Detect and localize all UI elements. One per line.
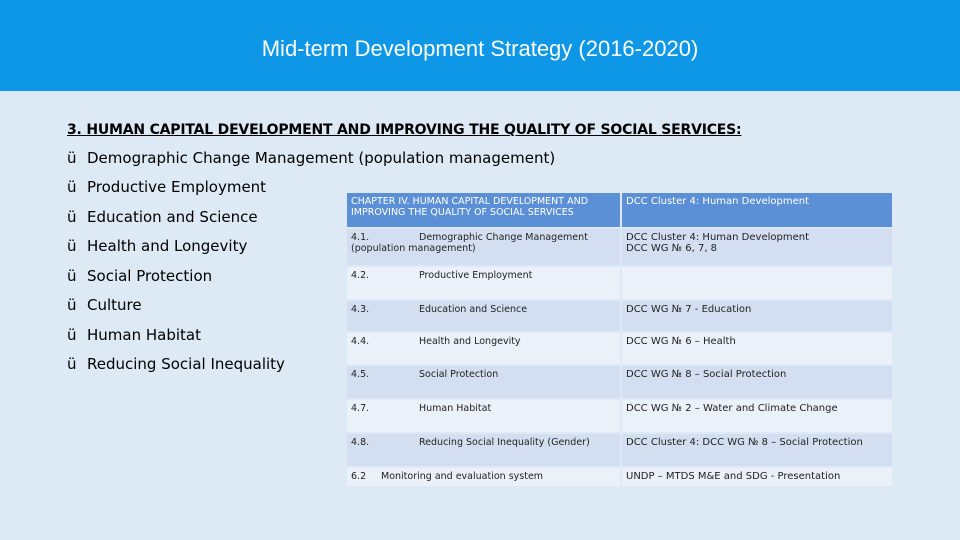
row-number: 4.8. [351, 437, 370, 448]
checklist-item-label: Health and Longevity [87, 237, 248, 255]
table-cell-chapter [347, 267, 620, 299]
strategy-table [345, 191, 894, 488]
table-cell-chapter [347, 366, 620, 398]
check-icon: ü [67, 237, 77, 255]
table-cell-cluster: DCC WG № 7 - Education [622, 301, 892, 331]
table-row [347, 229, 892, 265]
table-cell-chapter [347, 229, 620, 265]
check-icon: ü [67, 208, 77, 226]
table-header-chapter: CHAPTER IV. HUMAN CAPITAL DEVELOPMENT AND IMPROVING THE QUALITY OF SOCIAL SERVICES [347, 193, 620, 227]
checklist-item-label: Culture [87, 296, 142, 314]
row-number: 4.7. [351, 403, 370, 414]
table-row [347, 267, 892, 299]
check-icon: ü [67, 178, 77, 196]
row-cluster: DCC Cluster 4: Human Development [626, 232, 809, 243]
table-cell-cluster: DCC WG № 8 – Social Protection [622, 366, 892, 398]
row-number: 4.2. [351, 270, 370, 281]
row-cluster-continued: DCC WG № 6, 7, 8 [626, 243, 718, 254]
table-cell-chapter [347, 468, 620, 486]
checklist-item [67, 237, 247, 255]
table-row [347, 333, 892, 364]
slide-title: Mid-term Development Strategy (2016-2020) [261, 36, 699, 61]
row-number: 6.2 [351, 471, 367, 482]
table-cell-cluster: DCC WG № 2 – Water and Climate Change [622, 400, 892, 432]
check-icon: ü [67, 355, 77, 373]
row-text: Monitoring and evaluation system [381, 471, 544, 482]
checklist-item-label: Demographic Change Management (population management) [87, 149, 556, 167]
check-icon: ü [67, 326, 77, 344]
table-cell-chapter [347, 400, 620, 432]
row-number: 4.1. [351, 232, 370, 243]
section-heading: 3. HUMAN CAPITAL DEVELOPMENT AND IMPROVING THE QUALITY OF SOCIAL SERVICES: [67, 122, 742, 138]
table-cell-chapter [347, 301, 620, 331]
row-text: Education and Science [419, 304, 528, 315]
table-row [347, 468, 892, 486]
checklist-item [67, 296, 142, 314]
row-text: Reducing Social Inequality (Gender) [419, 437, 590, 448]
checklist-item [67, 326, 201, 344]
table-cell-chapter [347, 333, 620, 364]
row-text: Health and Longevity [419, 336, 521, 347]
checklist-item [67, 355, 285, 373]
check-icon: ü [67, 296, 77, 314]
row-text: Social Protection [419, 369, 499, 380]
checklist-item [67, 208, 258, 226]
table-cell-cluster: DCC WG № 6 – Health [622, 333, 892, 364]
table-row [347, 434, 892, 466]
table-cell-cluster [622, 267, 892, 299]
row-number: 4.5. [351, 369, 370, 380]
table-header-row [347, 193, 892, 227]
row-number: 4.4. [351, 336, 370, 347]
checklist-item [67, 149, 555, 167]
checklist-item [67, 178, 266, 196]
table-cell-chapter [347, 434, 620, 466]
check-icon: ü [67, 267, 77, 285]
row-text-continued: (population management) [351, 243, 476, 254]
checklist-item-label: Reducing Social Inequality [87, 355, 285, 373]
row-text: Productive Employment [419, 270, 533, 281]
table-header-cluster: DCC Cluster 4: Human Development [622, 193, 892, 227]
checklist-item-label: Social Protection [87, 267, 213, 285]
table-row [347, 400, 892, 432]
check-icon: ü [67, 149, 77, 167]
checklist-item [67, 267, 212, 285]
table-cell-cluster: UNDP – MTDS M&E and SDG - Presentation [622, 468, 892, 486]
row-text: Demographic Change Management [419, 232, 588, 243]
table-row [347, 301, 892, 331]
table-cell-cluster [622, 229, 892, 265]
table-row [347, 366, 892, 398]
row-number: 4.3. [351, 304, 370, 315]
table-cell-cluster: DCC Cluster 4: DCC WG № 8 – Social Protection [622, 434, 892, 466]
row-text: Human Habitat [419, 403, 492, 414]
checklist-item-label: Education and Science [87, 208, 258, 226]
checklist-item-label: Productive Employment [87, 178, 267, 196]
title-bar [0, 0, 960, 91]
checklist-item-label: Human Habitat [87, 326, 201, 344]
